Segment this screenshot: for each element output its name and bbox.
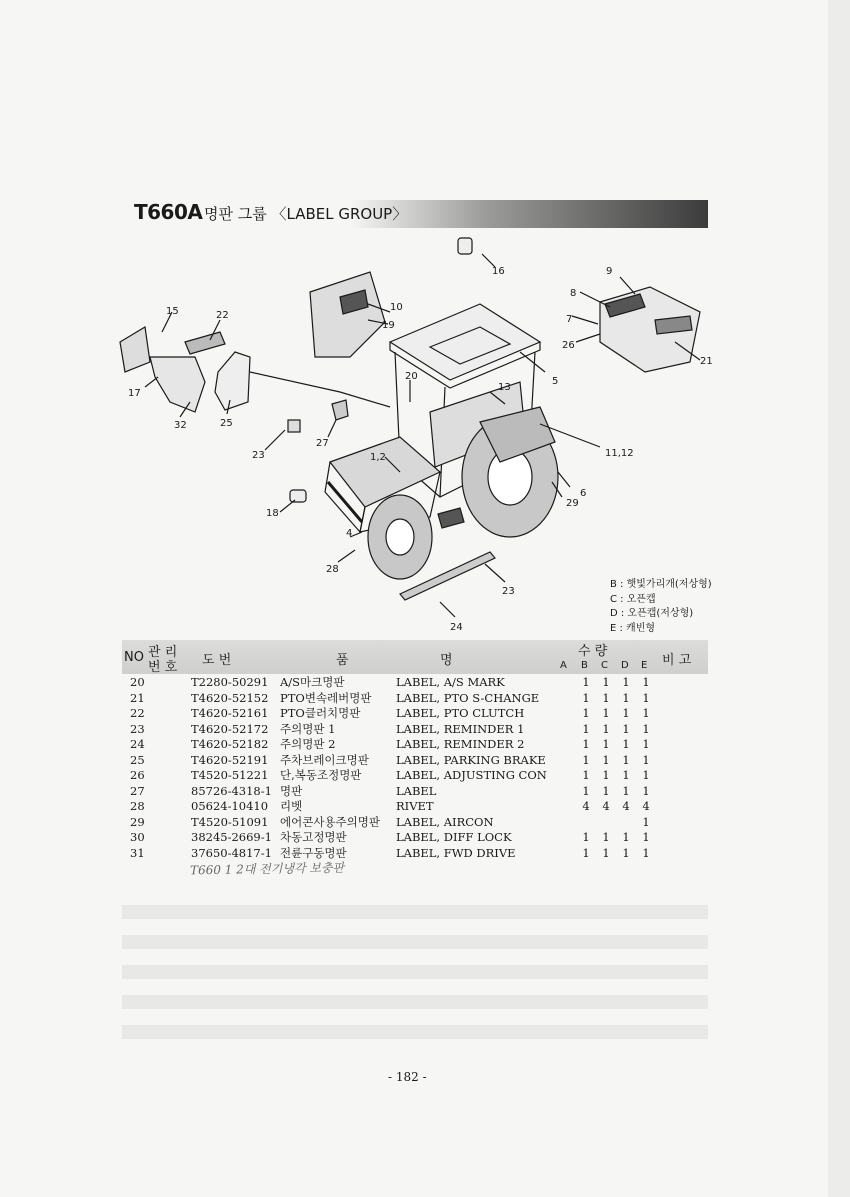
callout: 17: [128, 388, 141, 399]
korean-name: 주의명판 1: [280, 721, 336, 736]
qty-d: 1: [622, 721, 630, 736]
table-row: [130, 753, 730, 768]
callout: 27: [316, 438, 329, 449]
english-name: RIVET: [396, 799, 434, 813]
empty-row-stripe: [122, 995, 708, 1009]
callout: 28: [326, 564, 339, 575]
english-name: LABEL, ADJUSTING CON: [396, 768, 547, 782]
empty-row-stripe: [122, 965, 708, 979]
qty-b: 1: [582, 783, 590, 798]
col-drawing: 도 번: [202, 653, 232, 668]
legend-item: E : 캐빈형: [610, 622, 656, 634]
row-no: 25: [130, 752, 145, 767]
table-row: [130, 768, 730, 783]
part-number: T4620-52191: [191, 752, 269, 767]
empty-row-stripe: [122, 935, 708, 949]
qty-d: 1: [622, 845, 630, 860]
table-row: [130, 815, 730, 830]
row-no: 27: [130, 783, 145, 798]
table-row: [130, 846, 730, 861]
callout: 15: [166, 306, 179, 317]
col-qty-e: E: [641, 660, 648, 671]
col-remarks: 비 고: [662, 653, 692, 668]
english-name: LABEL: [396, 783, 437, 798]
callout: 21: [700, 356, 713, 367]
section-title-bar: [130, 198, 708, 230]
qty-d: 4: [622, 799, 630, 813]
col-qty-a: A: [560, 660, 567, 671]
qty-e: 1: [642, 814, 650, 829]
table-row: [130, 737, 730, 752]
callout: 11,12: [605, 448, 634, 459]
english-name: LABEL, DIFF LOCK: [396, 830, 512, 844]
english-name: LABEL, AIRCON: [396, 814, 494, 829]
qty-c: 1: [602, 845, 610, 860]
qty-d: 1: [622, 690, 630, 705]
english-name: LABEL, PARKING BRAKE: [396, 752, 546, 767]
part-number: T4620-52182: [191, 737, 269, 751]
qty-e: 1: [642, 690, 650, 705]
qty-c: 1: [602, 737, 610, 751]
page-edge: [828, 0, 850, 1197]
qty-e: 1: [642, 845, 650, 860]
part-number: 05624-10410: [191, 799, 269, 813]
qty-b: 1: [582, 690, 590, 705]
table-row: [130, 830, 730, 845]
callout: 23: [502, 586, 515, 597]
korean-name: 리벳: [280, 799, 303, 813]
qty-c: 1: [602, 675, 610, 689]
variant-legend: [610, 578, 712, 636]
qty-e: 1: [642, 737, 650, 751]
korean-name: 주차브레이크명판: [280, 752, 369, 767]
part-number: T4620-52172: [191, 721, 269, 736]
part-number: T4520-51221: [191, 768, 269, 782]
callout: 18: [266, 508, 279, 519]
callout: 4: [346, 528, 353, 539]
callout: 19: [382, 320, 395, 331]
qty-b: 1: [582, 675, 590, 689]
col-qty: 수 량: [578, 644, 608, 659]
page-number: - 182 -: [388, 1070, 427, 1084]
table-row: [130, 784, 730, 799]
row-no: 29: [130, 814, 145, 829]
callout: 20: [405, 371, 418, 382]
model-name: T660A: [134, 200, 203, 224]
qty-b: 1: [582, 737, 590, 751]
qty-d: 1: [622, 675, 630, 689]
empty-row-stripe: [122, 1025, 708, 1039]
parts-table-header: [122, 640, 708, 674]
qty-d: 1: [622, 737, 630, 751]
qty-e: 1: [642, 768, 650, 782]
callout: 6: [580, 488, 587, 499]
row-no: 26: [130, 768, 145, 782]
row-no: 28: [130, 799, 145, 813]
col-qty-c: C: [601, 660, 608, 671]
row-no: 20: [130, 675, 145, 689]
qty-c: 1: [602, 768, 610, 782]
row-no: 21: [130, 690, 145, 705]
legend-item: B : 햇빛가리개(저상형): [610, 579, 712, 590]
qty-b: 4: [582, 799, 590, 813]
qty-c: 1: [602, 690, 610, 705]
section-title: 명판 그룹 〈LABEL GROUP〉: [204, 205, 408, 223]
col-item: 품: [336, 653, 349, 668]
part-number: T2280-50291: [191, 675, 269, 689]
qty-b: 1: [582, 845, 590, 860]
english-name: LABEL, FWD DRIVE: [396, 845, 516, 860]
empty-row-stripe: [122, 905, 708, 919]
col-mgmt-bottom: 번 호: [148, 660, 178, 675]
korean-name: 명판: [280, 783, 303, 798]
callout: 5: [552, 376, 559, 387]
qty-e: 1: [642, 706, 650, 720]
korean-name: 단,복동조정명판: [280, 768, 362, 782]
qty-e: 4: [642, 799, 650, 813]
qty-c: 1: [602, 706, 610, 720]
callout: 16: [492, 266, 505, 277]
korean-name: 전륜구동명판: [280, 845, 347, 860]
part-number: T4620-52161: [191, 706, 269, 720]
legend-item: D : 오픈캡(저상형): [610, 608, 694, 619]
part-number: T4620-52152: [191, 690, 269, 705]
col-qty-d: D: [621, 660, 629, 671]
part-number: 38245-2669-1: [191, 830, 272, 844]
qty-d: 1: [622, 768, 630, 782]
callout: 32: [174, 420, 187, 431]
qty-e: 1: [642, 830, 650, 844]
qty-c: 4: [602, 799, 610, 813]
qty-b: 1: [582, 706, 590, 720]
qty-c: 1: [602, 783, 610, 798]
callout: 26: [562, 340, 575, 351]
english-name: LABEL, REMINDER 1: [396, 721, 525, 736]
korean-name: 에어콘사용주의명판: [280, 814, 380, 829]
qty-b: 1: [582, 721, 590, 736]
part-number: T4520-51091: [191, 814, 269, 829]
english-name: LABEL, PTO S-CHANGE: [396, 690, 540, 705]
part-number: 37650-4817-1: [191, 845, 272, 860]
col-qty-b: B: [581, 660, 588, 671]
callout: 22: [216, 310, 229, 321]
qty-c: 1: [602, 752, 610, 767]
callout: 25: [220, 418, 233, 429]
korean-name: PTO클러치명판: [280, 706, 361, 720]
qty-b: 1: [582, 768, 590, 782]
qty-e: 1: [642, 752, 650, 767]
callout: 8: [570, 288, 577, 299]
english-name: LABEL, A/S MARK: [396, 675, 505, 689]
row-no: 22: [130, 706, 145, 720]
callout: 23: [252, 450, 265, 461]
part-number: 85726-4318-1: [191, 783, 272, 798]
english-name: LABEL, PTO CLUTCH: [396, 706, 525, 720]
col-no: NO: [124, 650, 144, 665]
callout: 9: [606, 266, 613, 277]
qty-c: 1: [602, 721, 610, 736]
handwritten-note: T660 1 2대 전기냉각 보충판: [189, 860, 345, 878]
col-mgmt-top: 관 리: [148, 645, 178, 660]
table-row: [130, 675, 730, 690]
english-name: LABEL, REMINDER 2: [396, 737, 525, 751]
callout: 1,2: [370, 452, 386, 463]
callout: 10: [390, 302, 403, 313]
callout: 13: [498, 382, 511, 393]
qty-b: 1: [582, 752, 590, 767]
callout: 24: [450, 622, 463, 633]
table-row: [130, 722, 730, 737]
qty-d: 1: [622, 783, 630, 798]
korean-name: 주의명판 2: [280, 737, 336, 751]
table-row: [130, 706, 730, 721]
legend-item: C : 오픈캡: [610, 593, 656, 605]
qty-d: 1: [622, 752, 630, 767]
row-no: 30: [130, 830, 145, 844]
qty-c: 1: [602, 830, 610, 844]
callout: 7: [566, 314, 573, 325]
row-no: 31: [130, 845, 145, 860]
korean-name: 차동고정명판: [280, 830, 347, 844]
korean-name: A/S마크명판: [280, 675, 345, 689]
qty-e: 1: [642, 721, 650, 736]
qty-b: 1: [582, 830, 590, 844]
qty-d: 1: [622, 706, 630, 720]
callout: 29: [566, 498, 579, 509]
row-no: 23: [130, 721, 145, 736]
row-no: 24: [130, 737, 145, 751]
qty-d: 1: [622, 830, 630, 844]
table-row: [130, 799, 730, 814]
korean-name: PTO변속레버명판: [280, 690, 372, 705]
qty-e: 1: [642, 783, 650, 798]
col-name: 명: [440, 653, 453, 668]
qty-e: 1: [642, 675, 650, 689]
table-row: [130, 691, 730, 706]
